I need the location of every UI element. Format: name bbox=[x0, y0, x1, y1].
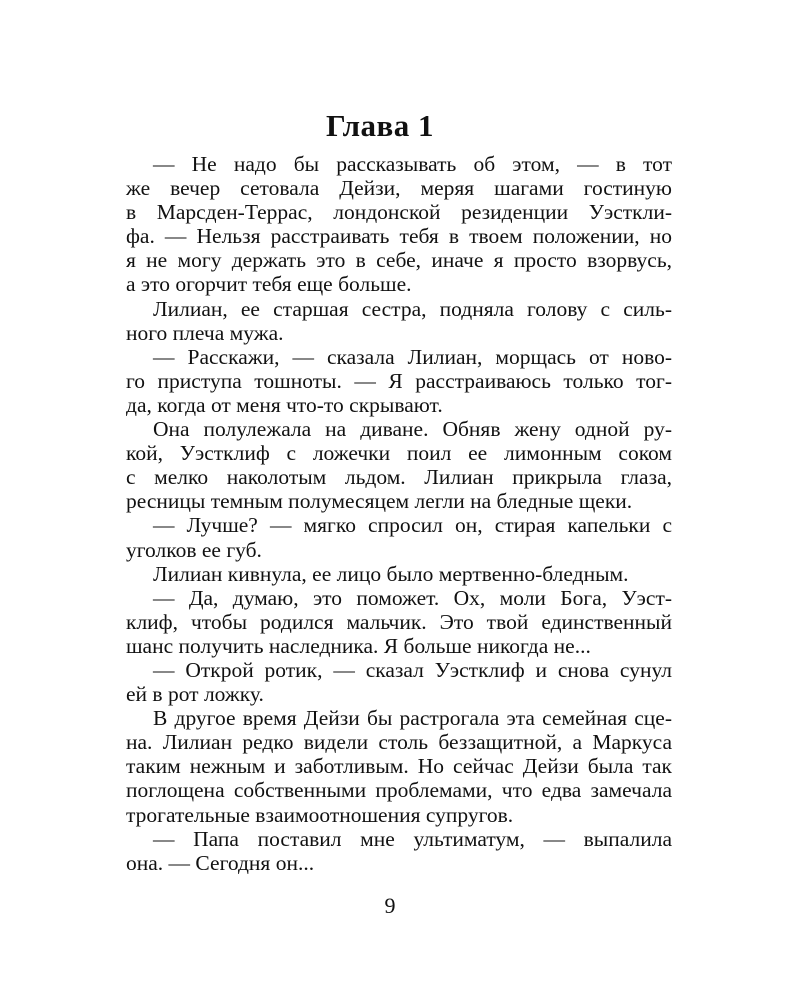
text-line: трогательные взаимоотношения супругов. bbox=[126, 802, 514, 827]
text-line: — Не надо бы рассказывать об этом, — в тот bbox=[153, 152, 672, 176]
text-line: в Марсден-Террас, лондонской резиденции Уэсткли- bbox=[126, 200, 672, 225]
text-line: а это огорчит тебя еще больше. bbox=[126, 272, 412, 297]
text-line: В другое время Дейзи бы растрогала эта семейная сце- bbox=[153, 706, 672, 731]
text-line: клиф, чтобы родился мальчик. Это твой единственный bbox=[126, 609, 672, 634]
text-line: да, когда от меня что-то скрывают. bbox=[126, 392, 443, 417]
text-line: поглощена собственными проблемами, что едва замечала bbox=[126, 778, 672, 803]
text-line: уголков ее губ. bbox=[126, 537, 262, 562]
text-line: фа. — Нельзя расстраивать тебя в твоем положении, но bbox=[126, 224, 672, 249]
text-line: Лилиан кивнула, ее лицо было мертвенно-бледным. bbox=[153, 561, 629, 586]
text-line: она. — Сегодня он... bbox=[126, 850, 315, 875]
chapter-title: Глава 1 bbox=[325, 108, 435, 143]
text-line: ного плеча мужа. bbox=[126, 320, 284, 345]
text-line: — Расскажи, — сказала Лилиан, морщась от ново- bbox=[153, 344, 672, 369]
text-line: шанс получить наследника. Я больше никогда не... bbox=[126, 633, 591, 658]
text-line: на. Лилиан редко видели столь беззащитной, а Маркуса bbox=[126, 730, 672, 755]
text-line: кой, Уэстклиф с ложечки поил ее лимонным соком bbox=[126, 441, 672, 466]
page-number: 9 bbox=[384, 893, 396, 918]
text-line: — Лучше? — мягко спросил он, стирая капельки с bbox=[153, 513, 672, 538]
text-line: ресницы темным полумесяцем легли на бледные щеки. bbox=[126, 489, 633, 514]
text-line: Лилиан, ее старшая сестра, подняла голову с силь- bbox=[153, 296, 672, 321]
text-line: го приступа тошноты. — Я расстраиваюсь только тог- bbox=[126, 368, 672, 393]
text-line: таким нежным и заботливым. Но сейчас Дейзи была так bbox=[126, 754, 672, 779]
text-line: с мелко наколотым льдом. Лилиан прикрыла глаза, bbox=[126, 465, 672, 490]
body-text bbox=[126, 152, 672, 875]
text-line: — Да, думаю, это поможет. Ох, моли Бога, Уэст- bbox=[153, 585, 672, 610]
text-line: ей в рот ложку. bbox=[126, 682, 264, 707]
text-line: — Папа поставил мне ультиматум, — выпалила bbox=[153, 826, 672, 851]
text-line: — Открой ротик, — сказал Уэстклиф и снова сунул bbox=[153, 657, 672, 682]
text-line: же вечер сетовала Дейзи, меряя шагами гостиную bbox=[126, 176, 672, 201]
text-line: я не могу держать это в себе, иначе я просто взорвусь, bbox=[126, 248, 672, 273]
text-line: Она полулежала на диване. Обняв жену одной ру- bbox=[153, 417, 672, 442]
